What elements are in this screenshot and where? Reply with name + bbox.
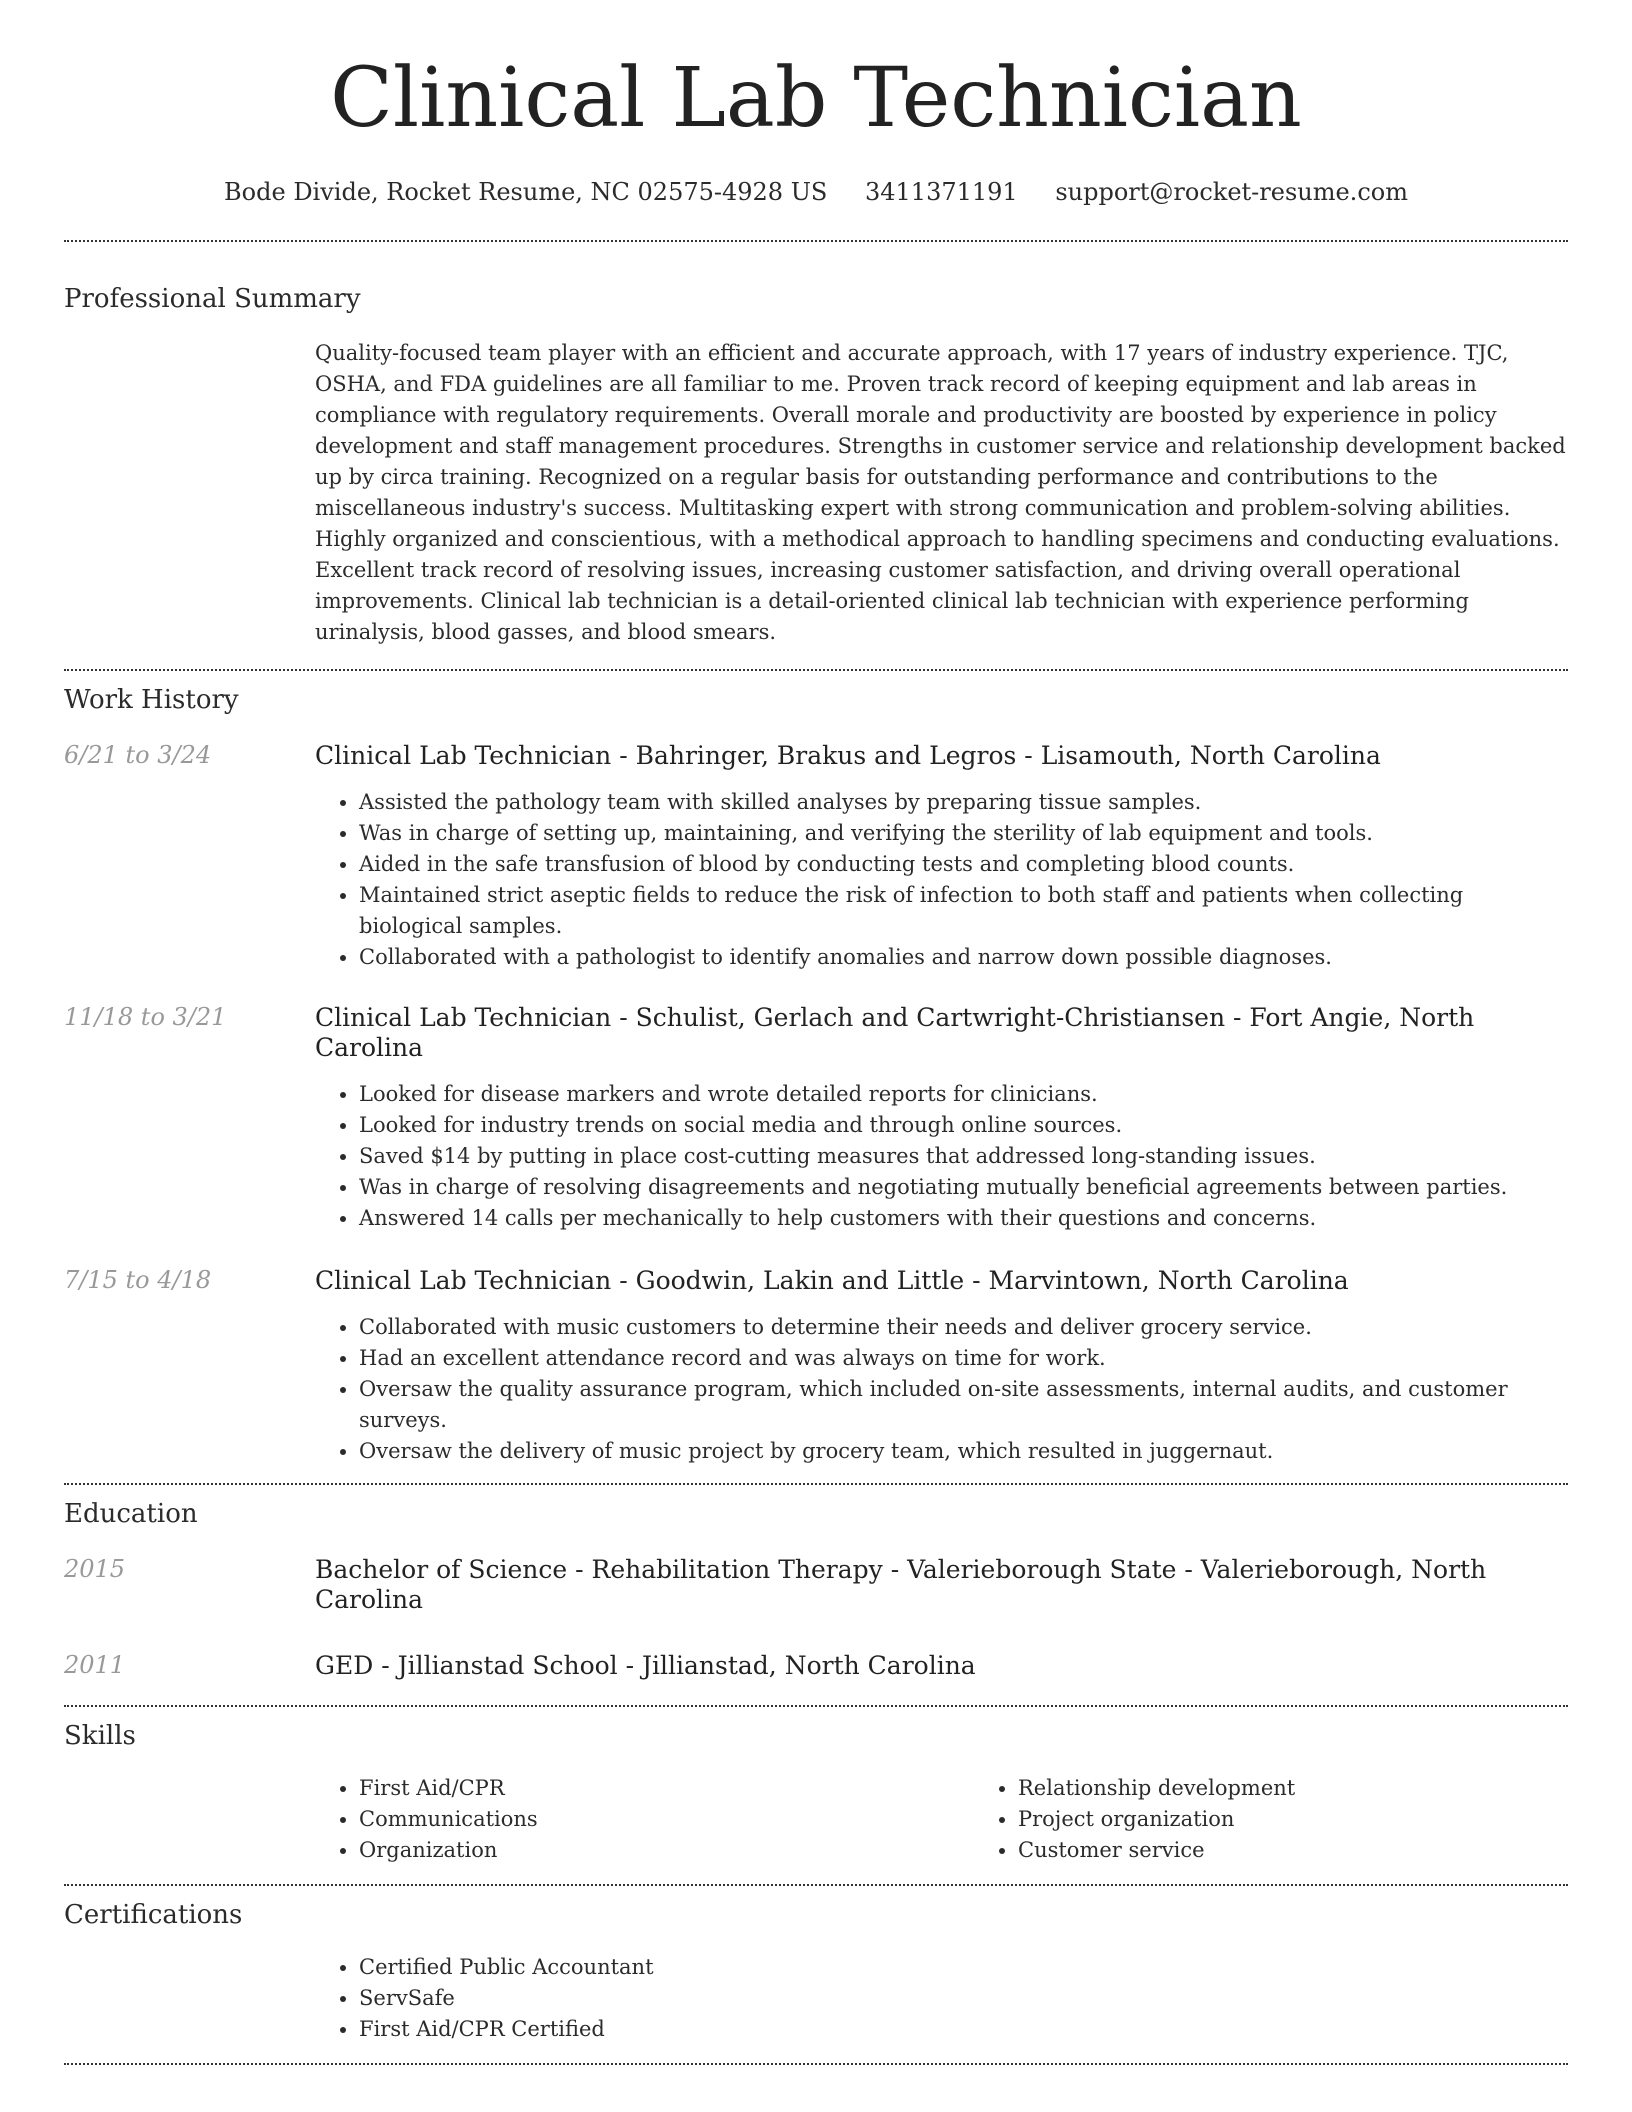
job-bullet: • Was in charge of setting up, maintaining, and verifying the sterility of lab equipment and tools. — [359, 818, 1568, 849]
education-entry — [64, 1651, 1568, 1681]
job-entry — [64, 1266, 1568, 1467]
education-year: 2015 — [64, 1555, 126, 1584]
divider — [64, 240, 1568, 242]
job-bullet: • Aided in the safe transfusion of blood by conducting tests and completing blood counts. — [359, 849, 1568, 880]
divider — [64, 1884, 1568, 1886]
job-heading: Clinical Lab Technician - Schulist, Gerlach and Cartwright-Christiansen - Fort Angie, North Carolina — [315, 1003, 1475, 1063]
education-details — [315, 1651, 1568, 1681]
resume-title: Clinical Lab Technician — [330, 51, 1302, 146]
job-bullet: • Assisted the pathology team with skilled analyses by preparing tissue samples. — [359, 787, 1568, 818]
certifications-row — [64, 1952, 1568, 2045]
job-bullet: • Collaborated with music customers to determine their needs and deliver grocery service. — [359, 1312, 1568, 1343]
education-heading: Bachelor of Science - Rehabilitation Therapy - Valerieborough State - Valerieborough, North Carolina — [315, 1555, 1487, 1615]
education-year: 2011 — [64, 1651, 126, 1680]
skill-item: • Relationship development — [1018, 1773, 1632, 1804]
certification-item: • First Aid/CPR Certified — [359, 2014, 1568, 2045]
job-bullets — [315, 787, 1568, 973]
contact-line — [64, 178, 1568, 207]
section-title-education: Education — [64, 1499, 198, 1530]
skills-row — [64, 1773, 1568, 1866]
skills-list-left — [315, 1773, 974, 1866]
section-title-work: Work History — [64, 685, 239, 716]
contact-email: support@rocket-resume.com — [1055, 178, 1408, 207]
skill-item: • First Aid/CPR — [359, 1773, 974, 1804]
job-dates: 6/21 to 3/24 — [64, 741, 212, 770]
job-details — [315, 1266, 1568, 1467]
summary-row — [64, 338, 1568, 648]
skill-item: • Project organization — [1018, 1804, 1632, 1835]
divider — [64, 1705, 1568, 1707]
job-entry — [64, 1003, 1568, 1234]
certification-item: • Certified Public Accountant — [359, 1952, 1568, 1983]
job-heading: Clinical Lab Technician - Goodwin, Lakin and Little - Marvintown, North Carolina — [315, 1266, 1349, 1296]
divider — [64, 1483, 1568, 1485]
job-bullet: • Looked for disease markers and wrote detailed reports for clinicians. — [359, 1079, 1568, 1110]
divider — [64, 669, 1568, 671]
job-bullets — [315, 1079, 1568, 1234]
job-dates: 11/18 to 3/21 — [64, 1003, 227, 1032]
education-entry — [64, 1555, 1568, 1615]
certifications-spacer — [64, 1952, 315, 2045]
education-heading: GED - Jillianstad School - Jillianstad, North Carolina — [315, 1651, 976, 1681]
skill-item: • Customer service — [1018, 1835, 1632, 1866]
section-title-summary: Professional Summary — [64, 284, 361, 315]
job-dates: 7/15 to 4/18 — [64, 1266, 212, 1295]
job-entry — [64, 741, 1568, 973]
summary-spacer — [64, 338, 315, 648]
skills-list-right — [974, 1773, 1632, 1866]
education-details — [315, 1555, 1568, 1615]
job-bullet: • Answered 14 calls per mechanically to help customers with their questions and concerns. — [359, 1203, 1568, 1234]
certification-item: • ServSafe — [359, 1983, 1568, 2014]
job-details — [315, 1003, 1568, 1234]
job-bullet: • Collaborated with a pathologist to identify anomalies and narrow down possible diagnoses. — [359, 942, 1568, 973]
job-bullet: • Saved $14 by putting in place cost-cutting measures that addressed long-standing issues. — [359, 1141, 1568, 1172]
job-bullet: • Had an excellent attendance record and was always on time for work. — [359, 1343, 1568, 1374]
job-bullet: • Maintained strict aseptic fields to reduce the risk of infection to both staff and patients when collecting biological samples. — [359, 880, 1568, 942]
job-heading: Clinical Lab Technician - Bahringer, Brakus and Legros - Lisamouth, North Carolina — [315, 741, 1381, 771]
divider — [64, 2063, 1568, 2065]
certifications-body — [315, 1952, 1568, 2045]
contact-address: Bode Divide, Rocket Resume, NC 02575-4928 US — [224, 178, 828, 207]
skill-item: • Communications — [359, 1804, 974, 1835]
job-bullet: • Oversaw the delivery of music project by grocery team, which resulted in juggernaut. — [359, 1436, 1568, 1467]
summary-body — [315, 338, 1568, 648]
job-bullet: • Was in charge of resolving disagreements and negotiating mutually beneficial agreements between parties. — [359, 1172, 1568, 1203]
skill-item: • Organization — [359, 1835, 974, 1866]
job-bullet: • Oversaw the quality assurance program, which included on-site assessments, internal audits, and customer surveys. — [359, 1374, 1568, 1436]
section-title-skills: Skills — [64, 1721, 136, 1752]
job-bullet: • Looked for industry trends on social media and through online sources. — [359, 1110, 1568, 1141]
contact-phone: 3411371191 — [865, 178, 1018, 207]
summary-text: Quality-focused team player with an efficient and accurate approach, with 17 years of industry experience. TJC, OSHA, and FDA guidelines are all familiar to me. Proven track record of keeping equipment and lab areas in compliance with regulatory requirements. Overall morale and productivity are boosted by experience in policy development and staff management procedures. Strengths in customer service and relationship development backed up by circa training. Recognized on a regular basis for outstanding performance and contributions to the miscellaneous industry's success. Multitasking expert with strong communication and problem-solving abilities. Highly organized and conscientious, with a methodical approach to handling specimens and conducting evaluations. Excellent track record of resolving issues, increasing customer satisfaction, and driving overall operational improvements. Clinical lab technician is a detail-oriented clinical lab technician with experience performing urinalysis, blood gasses, and blood smears. — [315, 341, 1566, 645]
section-title-certifications: Certifications — [64, 1900, 243, 1931]
job-details — [315, 741, 1568, 973]
skills-spacer — [64, 1773, 315, 1866]
job-bullets — [315, 1312, 1568, 1467]
skills-columns — [315, 1773, 1568, 1866]
certifications-list — [315, 1952, 1568, 2045]
